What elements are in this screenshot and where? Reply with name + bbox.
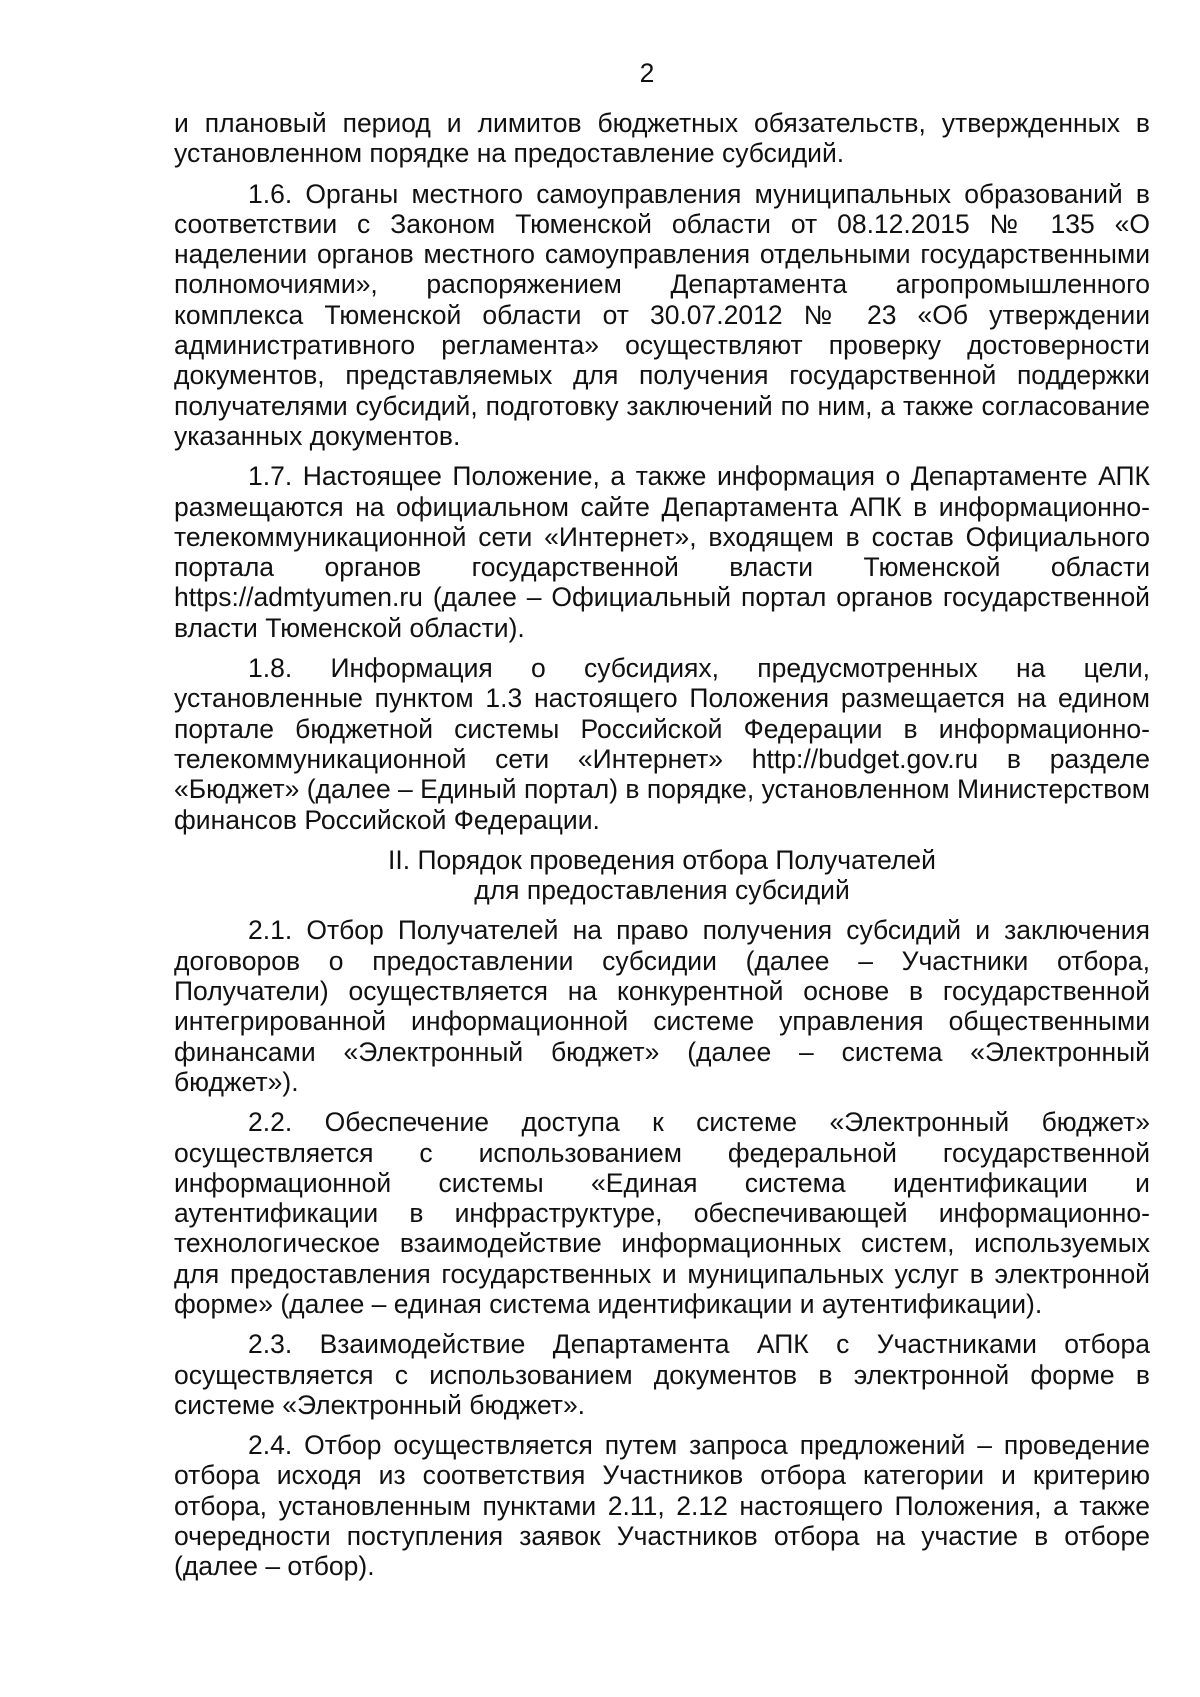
paragraph-continuation: и плановый период и лимитов бюджетных обязательств, утвержденных в установленном порядке на предоставление субсидий. <box>174 108 1150 169</box>
page-number: 2 <box>639 58 655 88</box>
section-heading <box>174 845 1150 906</box>
paragraph-1-8: 1.8. Информация о субсидиях, предусмотренных на цели, установленные пунктом 1.3 настоящего Положения размещается на едином портале бюджетной системы Российской Федерации в информационно-телекоммуникационной сети «Интернет» http://budget.gov.ru в разделе «Бюджет» (далее – Единый портал) в порядке, установленном Министерством финансов Российской Федерации. <box>174 653 1150 835</box>
paragraph-2-2: 2.2. Обеспечение доступа к системе «Электронный бюджет» осуществляется с использованием федеральной государственной информационной системы «Единая система идентификации и аутентификации в инфраструктуре, обеспечивающей информационно-технологическое взаимодействие информационных систем, используемых для предоставления государственных и муниципальных услуг в электронной форме» (далее – единая система идентификации и аутентификации). <box>174 1107 1150 1319</box>
paragraph-2-1: 2.1. Отбор Получателей на право получения субсидий и заключения договоров о предоставлении субсидии (далее – Участники отбора, Получатели) осуществляется на конкурентной основе в государственной интегрированной информационной системе управления общественными финансами «Электронный бюджет» (далее – система «Электронный бюджет»). <box>174 915 1150 1097</box>
paragraph-1-7: 1.7. Настоящее Положение, а также информация о Департаменте АПК размещаются на официальном сайте Департамента АПК в информационно-телекоммуникационной сети «Интернет», входящем в состав Официального портала органов государственной власти Тюменской области https://admtyumen.ru (далее – Официальный портал органов государственной власти Тюменской области). <box>174 461 1150 643</box>
section-heading-line-1: II. Порядок проведения отбора Получателей <box>388 844 936 875</box>
paragraph-2-3: 2.3. Взаимодействие Департамента АПК с Участниками отбора осуществляется с использованием документов в электронной форме в системе «Электронный бюджет». <box>174 1329 1150 1420</box>
paragraph-1-6: 1.6. Органы местного самоуправления муниципальных образований в соответствии с Законом Тюменской области от 08.12.2015 № 135 «О наделении органов местного самоуправления отдельными государственными полномочиями», распоряжением Департамента агропромышленного комплекса Тюменской области от 30.07.2012 № 23 «Об утверждении административного регламента» осуществляют проверку достоверности документов, представляемых для получения государственной поддержки получателями субсидий, подготовку заключений по ним, а также согласование указанных документов. <box>174 178 1150 451</box>
paragraph-2-4: 2.4. Отбор осуществляется путем запроса предложений – проведение отбора исходя из соответствия Участников отбора категории и критерию отбора, установленным пунктами 2.11, 2.12 настоящего Положения, а также очередности поступления заявок Участников отбора на участие в отборе (далее – отбор). <box>174 1430 1150 1582</box>
section-heading-line-2: для предоставления субсидий <box>474 875 850 906</box>
